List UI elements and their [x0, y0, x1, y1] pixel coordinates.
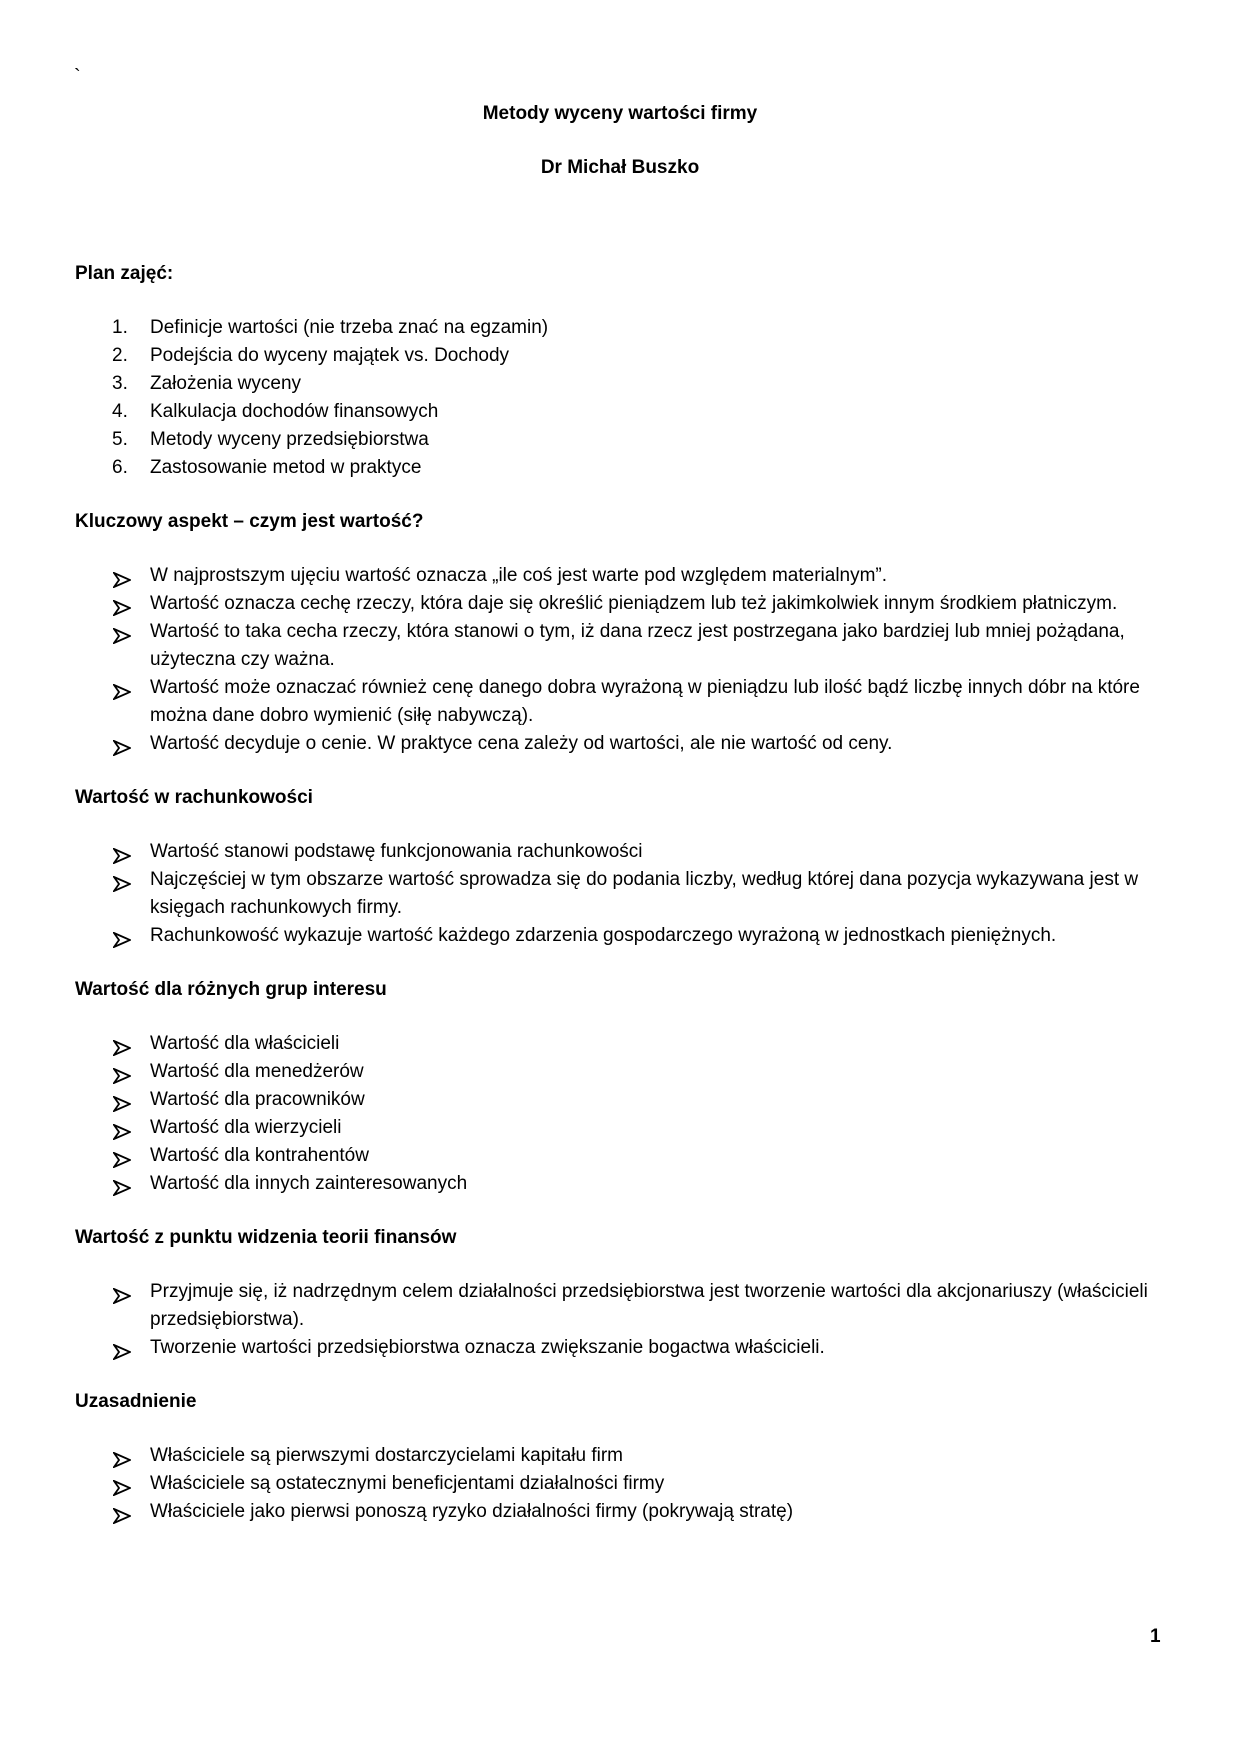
bullet-text: Wartość decyduje o cenie. W praktyce cena zależy od wartości, ale nie wartość od ceny. [150, 733, 893, 754]
bullet-text: Właściciele są ostatecznymi beneficjentami działalności firmy [150, 1473, 665, 1494]
bullet-text: Wartość oznacza cechę rzeczy, która daje się określić pieniądzem lub też jakimkolwiek innym środkiem płatniczym. [150, 593, 1118, 614]
bullet-item [75, 1498, 1165, 1526]
plan-item-number: 3. [112, 373, 128, 394]
bullet-item [75, 1334, 1165, 1362]
arrow-bullet-icon [113, 1341, 131, 1357]
sections-container [75, 508, 1165, 1526]
bullet-item [75, 618, 1165, 674]
arrow-bullet-icon [113, 681, 131, 697]
plan-item [75, 342, 1165, 370]
section-heading: Wartość dla różnych grup interesu [75, 979, 387, 1000]
arrow-bullet-icon [113, 1477, 131, 1493]
plan-item [75, 426, 1165, 454]
plan-item-number: 1. [112, 317, 128, 338]
bullet-item [75, 674, 1165, 730]
arrow-bullet-icon [113, 1505, 131, 1521]
arrow-bullet-icon [113, 1121, 131, 1137]
plan-item-number: 4. [112, 401, 128, 422]
plan-item-text: Zastosowanie metod w praktyce [150, 457, 422, 478]
bullet-text: Rachunkowość wykazuje wartość każdego zdarzenia gospodarczego wyrażoną w jednostkach pieniężnych. [150, 925, 1057, 946]
bullet-item [75, 590, 1165, 618]
page-number: 1 [1150, 1626, 1161, 1647]
arrow-bullet-icon [113, 737, 131, 753]
arrow-bullet-icon [113, 1093, 131, 1109]
arrow-bullet-icon [113, 1037, 131, 1053]
bullet-text: Wartość dla menedżerów [150, 1061, 364, 1082]
section-bullet-list [75, 562, 1165, 758]
plan-item-number: 5. [112, 429, 128, 450]
arrow-bullet-icon [113, 1065, 131, 1081]
section-heading: Uzasadnienie [75, 1391, 197, 1412]
bullet-text: Wartość dla właścicieli [150, 1033, 340, 1054]
bullet-text: Wartość to taka cecha rzeczy, która stanowi o tym, iż dana rzecz jest postrzegana jako bardziej lub mniej pożądana, użyteczna czy ważna. [150, 621, 1125, 670]
arrow-bullet-icon [113, 845, 131, 861]
bullet-text: Wartość dla wierzycieli [150, 1117, 342, 1138]
stray-mark: ` [74, 66, 81, 88]
document-body [75, 260, 1165, 1552]
arrow-bullet-icon [113, 929, 131, 945]
bullet-text: Przyjmuje się, iż nadrzędnym celem działalności przedsiębiorstwa jest tworzenie wartości dla akcjonariuszy (właścicieli przedsiębiorstwa). [150, 1281, 1148, 1330]
bullet-item [75, 922, 1165, 950]
arrow-bullet-icon [113, 597, 131, 613]
plan-item [75, 314, 1165, 342]
section-heading: Wartość w rachunkowości [75, 787, 313, 808]
bullet-item [75, 1142, 1165, 1170]
bullet-item [75, 1442, 1165, 1470]
document-author: Dr Michał Buszko [540, 157, 700, 178]
arrow-bullet-icon [113, 1149, 131, 1165]
plan-list [75, 314, 1165, 482]
bullet-item [75, 1058, 1165, 1086]
bullet-item [75, 1030, 1165, 1058]
bullet-item [75, 1170, 1165, 1198]
arrow-bullet-icon [113, 569, 131, 585]
plan-heading: Plan zajęć: [75, 263, 174, 284]
bullet-text: Wartość dla kontrahentów [150, 1145, 369, 1166]
bullet-item [75, 1278, 1165, 1334]
section-heading: Kluczowy aspekt – czym jest wartość? [75, 511, 424, 532]
bullet-item [75, 1470, 1165, 1498]
bullet-text: W najprostszym ujęciu wartość oznacza „ile coś jest warte pod względem materialnym”. [150, 565, 888, 586]
bullet-text: Wartość stanowi podstawę funkcjonowania rachunkowości [150, 841, 643, 862]
bullet-item [75, 1086, 1165, 1114]
plan-item-text: Podejścia do wyceny majątek vs. Dochody [150, 345, 510, 366]
plan-item [75, 454, 1165, 482]
plan-item [75, 398, 1165, 426]
bullet-text: Wartość dla innych zainteresowanych [150, 1173, 468, 1194]
plan-item-text: Kalkulacja dochodów finansowych [150, 401, 439, 422]
bullet-item [75, 866, 1165, 922]
bullet-item [75, 1114, 1165, 1142]
document-title: Metody wyceny wartości firmy [482, 103, 758, 124]
section-bullet-list [75, 1442, 1165, 1526]
arrow-bullet-icon [113, 1449, 131, 1465]
plan-item-text: Definicje wartości (nie trzeba znać na egzamin) [150, 317, 549, 338]
plan-item [75, 370, 1165, 398]
bullet-text: Najczęściej w tym obszarze wartość sprowadza się do podania liczby, według której dana pozycja wykazywana jest w księgach rachunkowych firmy. [150, 869, 1139, 918]
arrow-bullet-icon [113, 1285, 131, 1301]
bullet-text: Właściciele są pierwszymi dostarczycielami kapitału firm [150, 1445, 624, 1466]
plan-item-number: 6. [112, 457, 128, 478]
bullet-text: Wartość dla pracowników [150, 1089, 365, 1110]
section-bullet-list [75, 1278, 1165, 1362]
bullet-text: Wartość może oznaczać również cenę danego dobra wyrażoną w pieniądzu lub ilość bądź liczbę innych dóbr na które można dane dobro wymienić (siłę nabywczą). [150, 677, 1140, 726]
bullet-text: Tworzenie wartości przedsiębiorstwa oznacza zwiększanie bogactwa właścicieli. [150, 1337, 825, 1358]
arrow-bullet-icon [113, 625, 131, 641]
bullet-item [75, 838, 1165, 866]
bullet-item [75, 730, 1165, 758]
section-bullet-list [75, 1030, 1165, 1198]
section-bullet-list [75, 838, 1165, 950]
arrow-bullet-icon [113, 1177, 131, 1193]
plan-item-text: Założenia wyceny [150, 373, 302, 394]
section-heading: Wartość z punktu widzenia teorii finansów [75, 1227, 457, 1248]
plan-item-text: Metody wyceny przedsiębiorstwa [150, 429, 429, 450]
plan-item-number: 2. [112, 345, 128, 366]
arrow-bullet-icon [113, 873, 131, 889]
bullet-item [75, 562, 1165, 590]
bullet-text: Właściciele jako pierwsi ponoszą ryzyko działalności firmy (pokrywają stratę) [150, 1501, 794, 1522]
